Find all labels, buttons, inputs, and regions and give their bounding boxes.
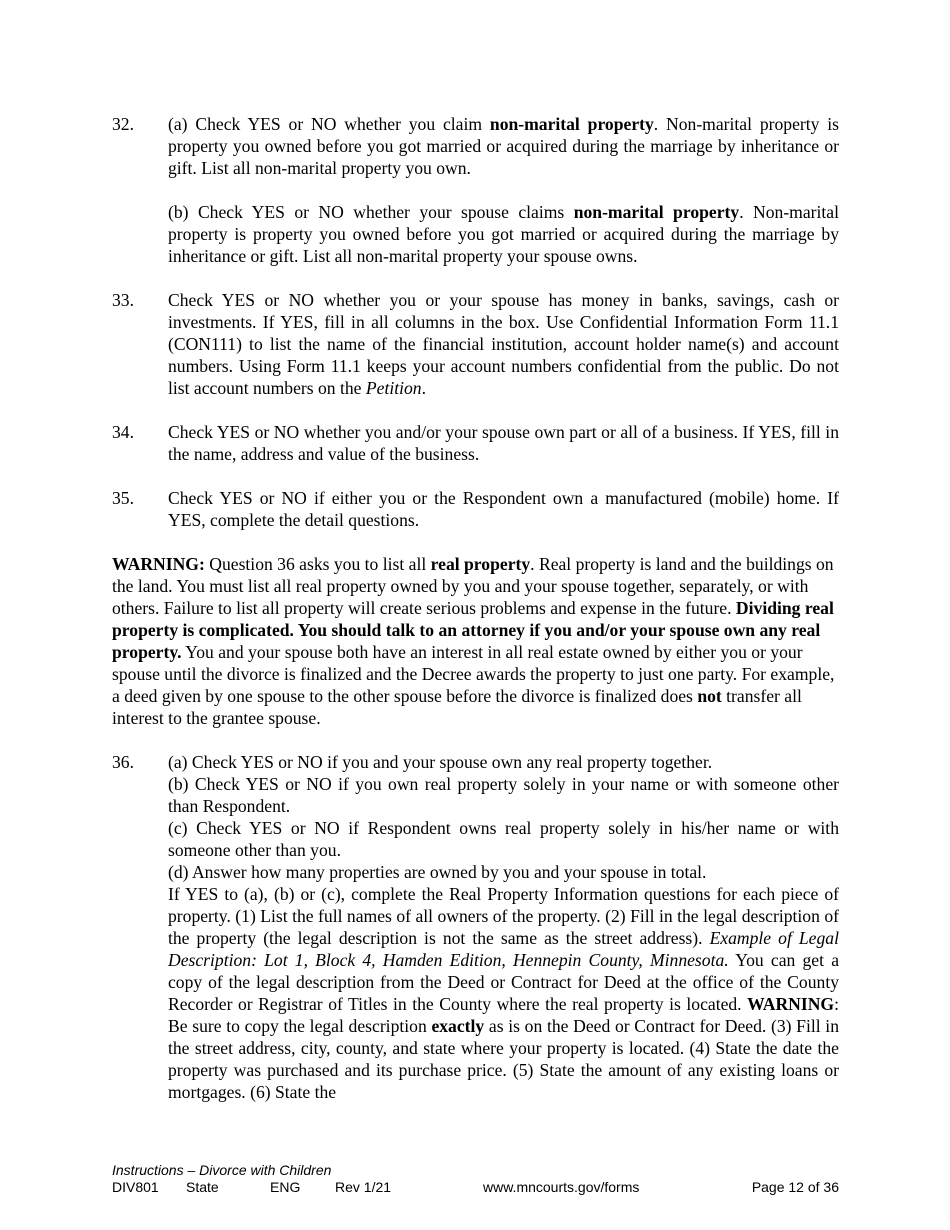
instruction-item-33: [112, 289, 839, 399]
page-number: Page 12 of 36: [751, 1179, 839, 1195]
page-footer: [112, 1162, 839, 1196]
instruction-item-34: [112, 421, 839, 465]
item-number: 36.: [112, 752, 134, 772]
real-property-warning: WARNING: Question 36 asks you to list all real property. Real property is land and the buildings on the land. You must list all real property owned by you and your spouse together, separately, or with others. Failure to list all property will create serious problems and expense in the future. Dividing real property is complicated. You should talk to an attorney if you and/or your spouse own any real property. You and your spouse both have an interest in all real estate owned by either you or your spouse until the divorce is finalized and the Decree awards the property to just one party. For example, a deed given by one spouse to the other spouse before the divorce is finalized does not transfer all interest to the grantee spouse.: [112, 554, 835, 728]
item-number: 33.: [112, 290, 134, 310]
footer-title: Instructions – Divorce with Children: [112, 1162, 332, 1178]
item-36-details: If YES to (a), (b) or (c), complete the Real Property Information questions for each piece of property. (1) List the full names of all owners of the property. (2) Fill in the legal description of the property (the legal description is not the same as the street address). Example of Legal Description: Lot 1, Block 4, Hamden Edition, Hennepin County, Minnesota. You can get a copy of the legal description from the Deed or Contract for Deed at the office of the County Recorder or Registrar of Titles in the County where the real property is located. WARNING: Be sure to copy the legal description exactly as is on the Deed or Contract for Deed. (3) Fill in the street address, city, county, and state where your property is located. (4) State the date the property was purchased and its purchase price. (5) State the amount of any existing loans or mortgages. (6) State the: [168, 884, 840, 1102]
item-36a-text: (a) Check YES or NO if you and your spouse own any real property together.: [168, 752, 713, 772]
forms-url[interactable]: www.mncourts.gov/forms: [483, 1179, 640, 1195]
form-number: DIV801: [112, 1179, 159, 1195]
item-number: 35.: [112, 488, 134, 508]
form-language: ENG: [270, 1179, 301, 1195]
form-revision: Rev 1/21: [335, 1179, 392, 1195]
item-32b-text: (b) Check YES or NO whether your spouse claims non-marital property. Non-marital property is property you owned before you got married or acquired during the marriage by inheritance or gift. List all non-marital property your spouse owns.: [168, 202, 839, 266]
item-33-text: Check YES or NO whether you or your spouse has money in banks, savings, cash or investments. If YES, fill in all columns in the box. Use Confidential Information Form 11.1 (CON111) to list the name of the financial institution, account holder name(s) and account numbers. Using Form 11.1 keeps your account numbers confidential from the public. Do not list account numbers on the Petition.: [168, 290, 839, 398]
item-36b-text: (b) Check YES or NO if you own real property solely in your name or with someone other than Respondent.: [168, 774, 839, 816]
item-36c-text: (c) Check YES or NO if Respondent owns real property solely in his/her name or with someone other than you.: [168, 818, 839, 860]
item-34-text: Check YES or NO whether you and/or your spouse own part or all of a business. If YES, fill in the name, address and value of the business.: [168, 422, 839, 464]
form-scope: State: [186, 1179, 219, 1195]
instruction-item-36: [112, 751, 839, 1103]
legal-description-example: Example of Legal Description: Lot 1, Block 4, Hamden Edition, Hennepin County, Minnesota.: [168, 928, 839, 970]
item-number: 34.: [112, 422, 134, 442]
warning-label: WARNING:: [112, 554, 205, 574]
item-32a-text: (a) Check YES or NO whether you claim non-marital property. Non-marital property is property you owned before you got married or acquired during the marriage by inheritance or gift. List all non-marital property you own.: [168, 114, 840, 178]
instruction-item-32: [112, 113, 839, 267]
item-36d-text: (d) Answer how many properties are owned by you and your spouse in total.: [168, 862, 707, 882]
item-35-text: Check YES or NO if either you or the Respondent own a manufactured (mobile) home. If YES, complete the detail questions.: [168, 488, 839, 530]
item-number: 32.: [112, 114, 134, 134]
instruction-item-35: [112, 487, 839, 531]
